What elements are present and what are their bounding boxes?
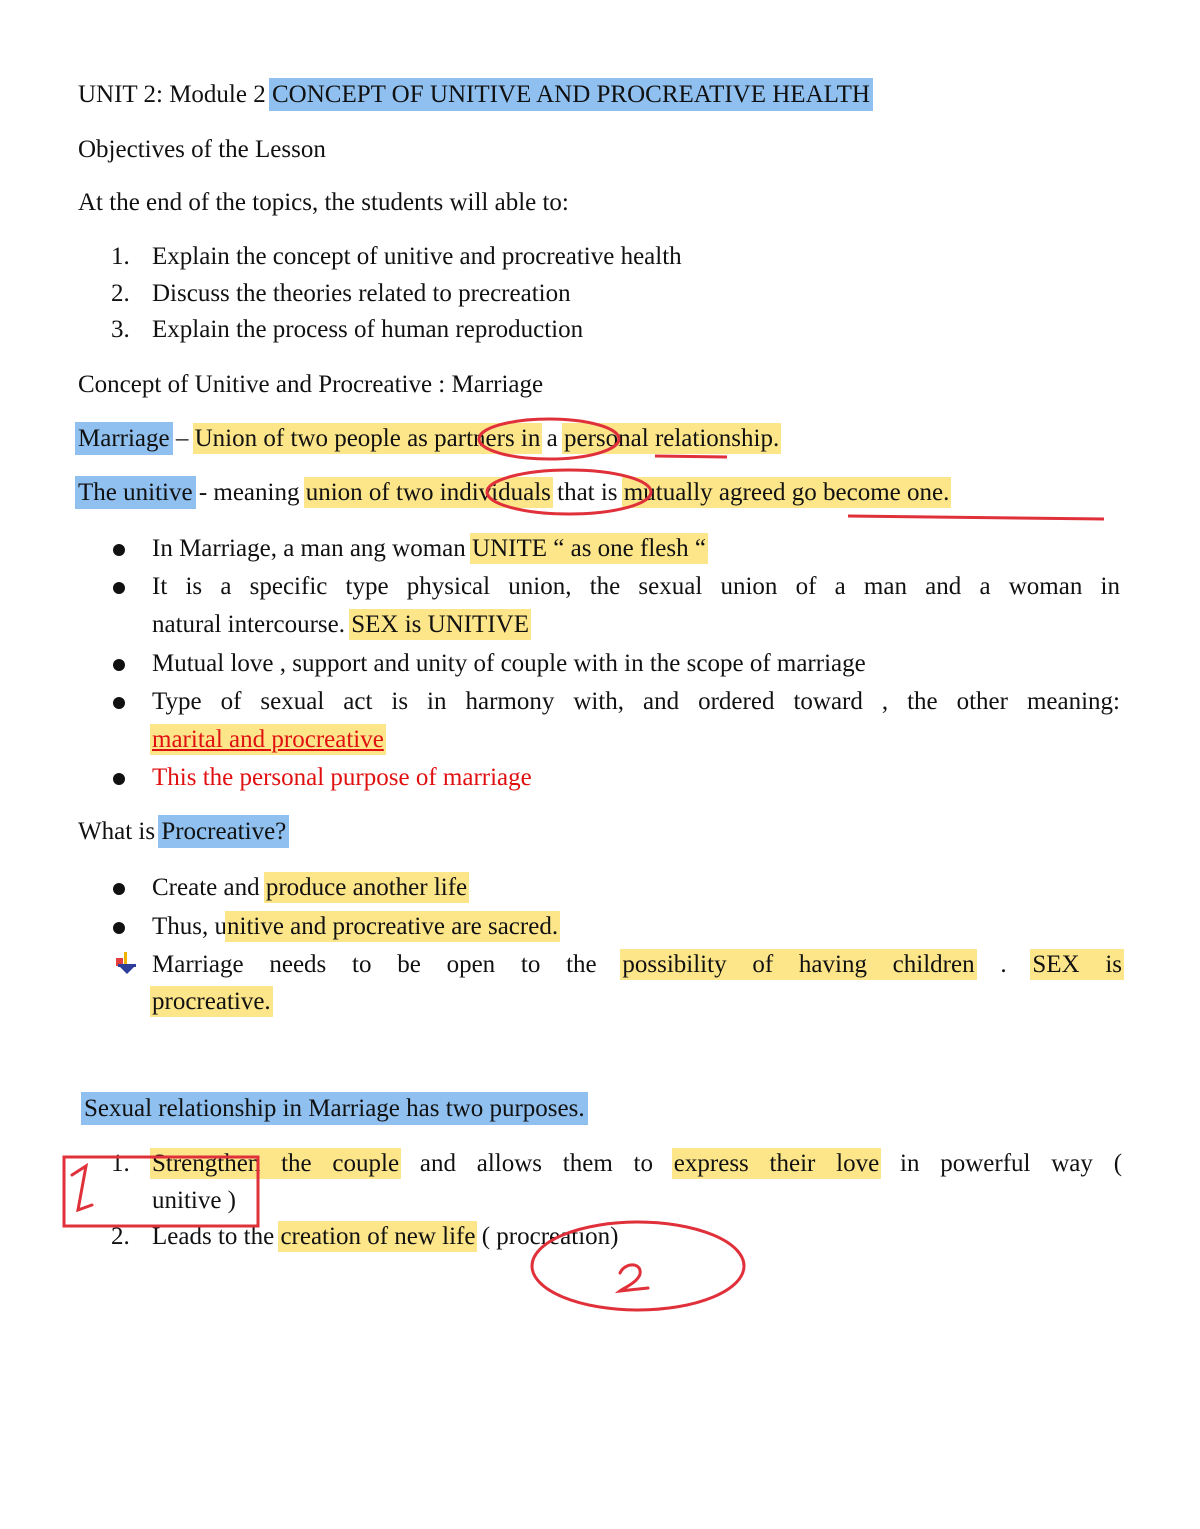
procreative-heading bbox=[78, 817, 286, 847]
strengthen-highlight: Strengthen the couple bbox=[152, 1150, 400, 1177]
bullet-text: Marriage needs to be open to the bbox=[152, 951, 623, 978]
definition-meaning: - meaning bbox=[192, 479, 306, 506]
list-number: 2. bbox=[111, 280, 130, 307]
handwritten-two-mark bbox=[620, 1265, 648, 1291]
purpose-text-part: and allows them to bbox=[419, 1150, 674, 1177]
purposes-heading-text: Sexual relationship in Marriage has two purposes. bbox=[84, 1095, 585, 1122]
bullet-dot bbox=[113, 922, 125, 934]
bullet-dot bbox=[113, 659, 125, 671]
definition-dash: – bbox=[169, 425, 195, 452]
list-item: This the personal purpose of marriage bbox=[152, 764, 532, 791]
personal-relationship-highlight: personal relationship. bbox=[564, 425, 780, 452]
list-number: 1. bbox=[111, 243, 130, 270]
procreative-word-highlight: procreative. bbox=[152, 988, 271, 1015]
marriage-definition bbox=[78, 424, 779, 454]
bullet-dot bbox=[113, 883, 125, 895]
bullet-text: natural intercourse. bbox=[152, 611, 352, 638]
purpose-text-part: ( procreation) bbox=[475, 1223, 619, 1250]
purpose-item-continuation: unitive ) bbox=[152, 1187, 237, 1214]
purpose-text-part: Leads to the bbox=[152, 1223, 281, 1250]
unitive-definition bbox=[78, 478, 949, 508]
module-title: CONCEPT OF UNITIVE AND PROCREATIVE HEALTH bbox=[271, 81, 870, 108]
marriage-definition-highlight: Union of two people as partners in bbox=[194, 425, 541, 452]
unite-highlight: UNITE “ as one flesh “ bbox=[472, 535, 706, 562]
list-item-continuation bbox=[152, 610, 529, 640]
marital-procreative-text: marital and procreative bbox=[152, 726, 384, 753]
module-title-line bbox=[78, 80, 870, 110]
sex-procreative-highlight: SEX is bbox=[1032, 951, 1122, 978]
objectives-intro: At the end of the topics, the students will able to: bbox=[78, 189, 569, 216]
list-item bbox=[152, 950, 1122, 980]
concept-heading: Concept of Unitive and Procreative : Marriage bbox=[78, 371, 544, 398]
purpose-text bbox=[152, 1149, 1122, 1179]
heading-prefix: What is bbox=[78, 818, 162, 845]
handwritten-one-mark bbox=[72, 1166, 92, 1210]
list-item-continuation bbox=[152, 725, 384, 755]
procreative-term: Procreative? bbox=[161, 818, 287, 845]
unitive-term: The unitive bbox=[78, 479, 193, 506]
possibility-highlight: possibility of having children bbox=[622, 951, 975, 978]
underline-annotation bbox=[655, 456, 727, 457]
bullet-text: Thus, u bbox=[152, 913, 227, 940]
bullet-text: . bbox=[1000, 951, 1033, 978]
objective-text: Discuss the theories related to precreation bbox=[152, 280, 571, 307]
bullet-text: In Marriage, a man ang woman bbox=[152, 535, 473, 562]
list-item: It is a specific type physical union, the sexual union of a man and a woman in bbox=[152, 573, 1120, 600]
unit-label: UNIT 2: Module 2 bbox=[78, 81, 266, 108]
list-number: 3. bbox=[111, 316, 130, 343]
list-item bbox=[152, 912, 558, 942]
purpose-text bbox=[152, 1222, 618, 1252]
list-item: Mutual love , support and unity of couple with in the scope of marriage bbox=[152, 650, 866, 677]
marriage-term: Marriage bbox=[78, 425, 170, 452]
objective-text: Explain the process of human reproduction bbox=[152, 316, 584, 343]
express-love-highlight: express their love bbox=[673, 1150, 880, 1177]
bullet-dot bbox=[113, 697, 125, 709]
list-item-continuation bbox=[152, 987, 271, 1017]
objective-text: Explain the concept of unitive and procreative health bbox=[152, 243, 682, 270]
bullet-dot bbox=[113, 582, 125, 594]
list-number: 2. bbox=[111, 1223, 130, 1250]
list-item bbox=[152, 873, 467, 903]
purpose-text-part: in powerful way ( bbox=[900, 1150, 1123, 1177]
bullet-text: Create and bbox=[152, 874, 266, 901]
list-item bbox=[152, 534, 706, 564]
list-item: Type of sexual act is in harmony with, and ordered toward , the other meaning: bbox=[152, 688, 1120, 715]
sacred-highlight: nitive and procreative are sacred. bbox=[227, 913, 559, 940]
definition-connector: that is bbox=[550, 479, 624, 506]
list-number: 1. bbox=[111, 1150, 130, 1177]
sex-unitive-highlight: SEX is UNITIVE bbox=[351, 611, 529, 638]
bullet-dot bbox=[113, 773, 125, 785]
produce-life-highlight: produce another life bbox=[265, 874, 468, 901]
new-life-highlight: creation of new life bbox=[280, 1223, 476, 1250]
objectives-heading: Objectives of the Lesson bbox=[78, 136, 326, 163]
arrow-bullet-icon bbox=[114, 950, 140, 976]
mutually-agreed-highlight: mutually agreed go become one. bbox=[623, 479, 950, 506]
union-highlight: union of two individuals bbox=[305, 479, 551, 506]
underline-annotation bbox=[848, 516, 1104, 519]
definition-connector: a bbox=[540, 425, 564, 452]
purposes-heading bbox=[84, 1094, 585, 1124]
bullet-dot bbox=[113, 544, 125, 556]
